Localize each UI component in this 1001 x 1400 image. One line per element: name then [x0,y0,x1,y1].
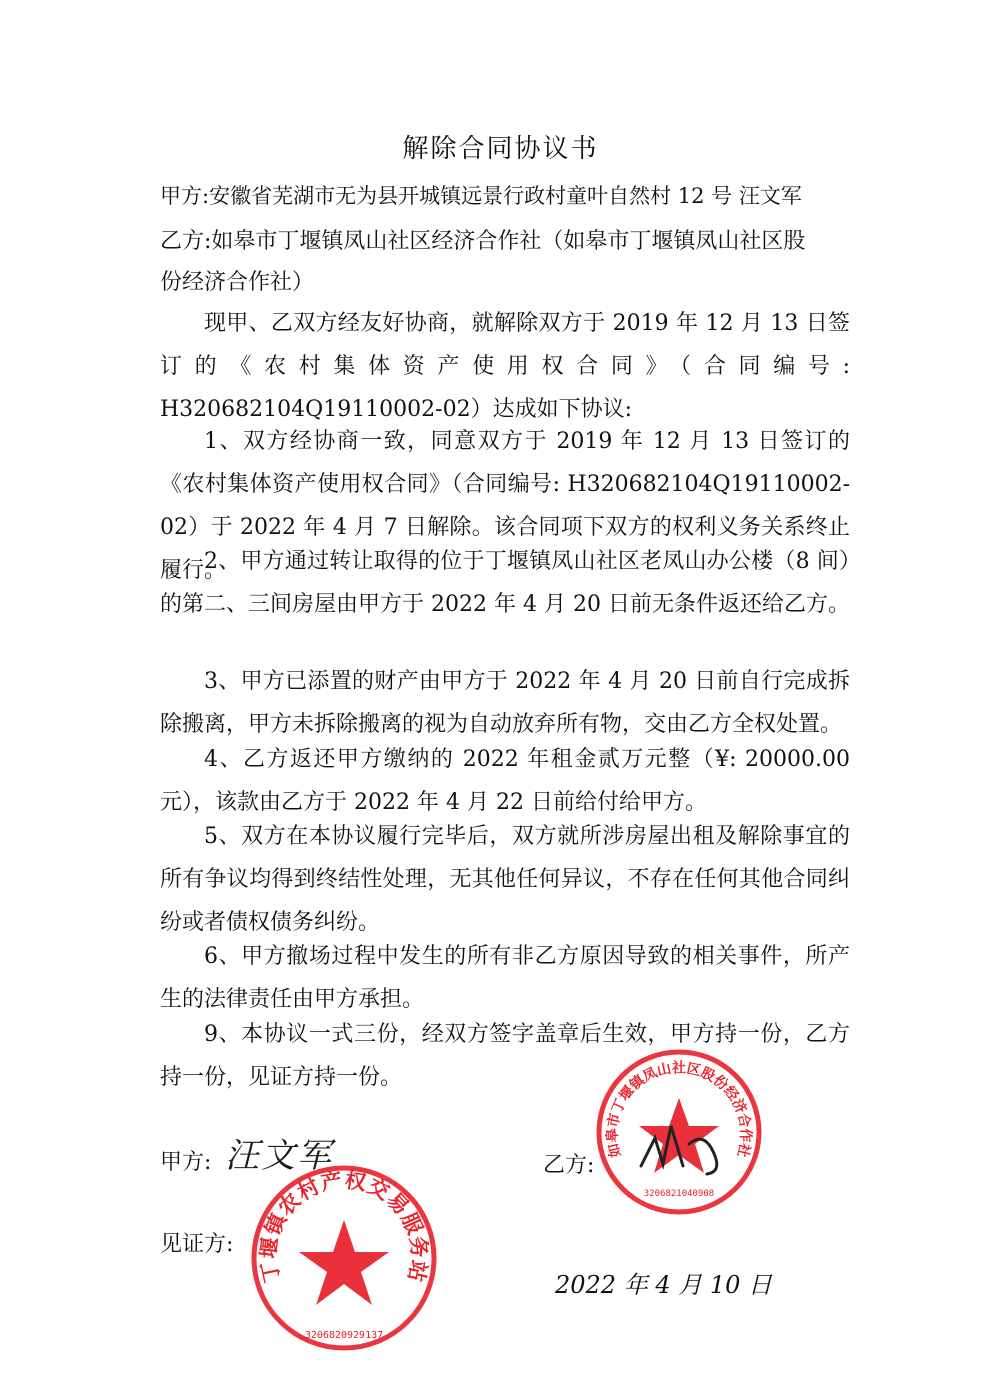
clause-9: 9、本协议一式三份，经双方签字盖章后生效，甲方持一份，乙方持一份，见证方持一份。 [160,1022,850,1090]
signing-date: 2022 年 4 月 10 日 [555,1271,773,1299]
clause-1: 1、双方经协商一致，同意双方于 2019 年 12 月 13 日签订的《农村集体资产使用权合同》（合同编号: H320682104Q19110002-02）于 2022 年 4 月 7 日解除。该合同项下双方的权利义务关系终止履行。 [160,429,850,583]
witness-label: 见证方: [160,1232,234,1257]
witness-seal [248,1162,440,1354]
clause-3: 3、甲方已添置的财产由甲方于 2022 年 4 月 20 日前自行完成拆除搬离，甲方未拆除搬离的视为自动放弃所有物，交由乙方全权处置。 [160,669,850,737]
intro-paragraph: 现甲、乙双方经友好协商，就解除双方于 2019 年 12 月 13 日签订的《农村集体资产使用权合同》（合同编号: H320682104Q19110002-02）达成如下协议: [160,311,850,422]
clause-5: 5、双方在本协议履行完毕后，双方就所涉房屋出租及解除事宜的所有争议均得到终结性处理，无其他任何异议，不存在任何其他合同纠纷或者债权债务纠纷。 [160,824,850,935]
party-b-sign-label: 乙方: [543,1153,595,1178]
party-b-seal [593,1046,765,1218]
party-b-line-1: 乙方:如皋市丁堰镇凤山社区经济合作社（如皋市丁堰镇凤山社区股 [160,229,806,254]
clause-2: 2、甲方通过转让取得的位于丁堰镇凤山社区老凤山办公楼（8 间）的第二、三间房屋由甲方于 2022 年 4 月 20 日前无条件返还给乙方。 [160,549,850,617]
party-a-sign-label: 甲方: [160,1150,212,1175]
clause-6: 6、甲方撤场过程中发生的所有非乙方原因导致的相关事件，所产生的法律责任由甲方承担。 [160,944,850,1012]
party-b-seal-text: 如皋市丁堰镇凤山社区股份经济合作社 [604,1060,754,1159]
party-b-line-2: 份经济合作社） [160,270,315,295]
witness-seal-number: 3206820929137 [304,1330,384,1341]
party-b-seal-number: 3206821040908 [643,1189,715,1199]
clause-4: 4、乙方返还甲方缴纳的 2022 年租金贰万元整（¥: 20000.00 元），该款由乙方于 2022 年 4 月 22 日前给付给甲方。 [160,747,850,815]
document-title: 解除合同协议书 [402,134,599,164]
star-icon [639,1098,719,1173]
witness-seal-text: 丁堰镇农村产权交易服务站 [256,1167,432,1285]
star-icon [299,1220,389,1305]
party-a-line: 甲方:安徽省芜湖市无为县开城镇远景行政村童叶自然村 12 号 汪文军 [160,184,802,208]
party-a-signature: 汪文军 [225,1136,333,1176]
